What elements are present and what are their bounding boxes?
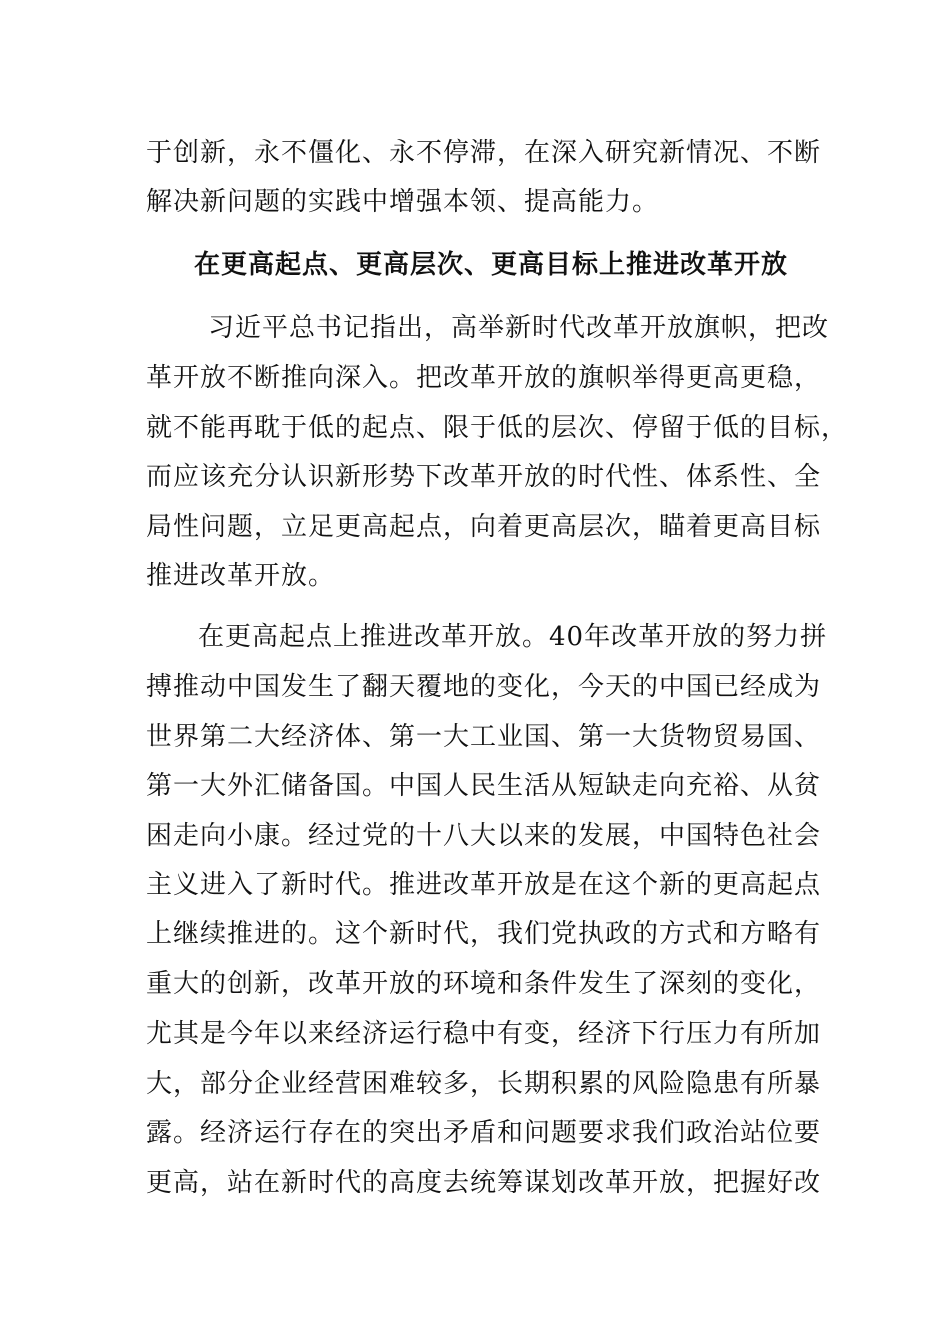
paragraph2-line: 尤其是今年以来经济运行稳中有变，经济下行压力有所加 [146,1019,822,1049]
paragraph2-line: 露。经济运行存在的突出矛盾和问题要求我们政治站位要 [146,1118,822,1148]
intro-line: 解决新问题的实践中增强本领、提高能力。 [146,187,660,217]
paragraph2-line: 大，部分企业经营困难较多，长期积累的风险隐患有所暴 [146,1069,822,1099]
paragraph2-line: 搏推动中国发生了翻天覆地的变化，今天的中国已经成为 [146,672,822,702]
paragraph2-line: 第一大外汇储备国。中国人民生活从短缺走向充裕、从贫 [146,771,822,801]
paragraph2-line: 困走向小康。经过党的十八大以来的发展，中国特色社会 [146,821,822,851]
paragraph1-line: 而应该充分认识新形势下改革开放的时代性、体系性、全 [146,462,822,492]
paragraph1-line: 推进改革开放。 [146,561,336,591]
paragraph2-line: 上继续推进的。这个新时代，我们党执政的方式和方略有 [146,919,822,949]
paragraph2-line: 在更高起点上推进改革开放。40年改革开放的努力拼 [198,622,828,652]
paragraph2-line: 世界第二大经济体、第一大工业国、第一大货物贸易国、 [146,722,822,752]
paragraph2-line: 重大的创新，改革开放的环境和条件发生了深刻的变化， [146,969,822,999]
paragraph2-line: 主义进入了新时代。推进改革开放是在这个新的更高起点 [146,870,822,900]
section-heading: 在更高起点、更高层次、更高目标上推进改革开放 [194,250,789,280]
intro-line: 于创新，永不僵化、永不停滞，在深入研究新情况、不断 [146,138,822,168]
paragraph1-line: 局性问题，立足更高起点，向着更高层次，瞄着更高目标 [146,512,822,542]
paragraph1-line: 就不能再耽于低的起点、限于低的层次、停留于低的目标， [146,413,849,443]
paragraph2-line: 更高，站在新时代的高度去统筹谋划改革开放，把握好改 [146,1168,822,1198]
paragraph1-line: 习近平总书记指出，高举新时代改革开放旗帜，把改 [208,313,830,343]
paragraph1-line: 革开放不断推向深入。把改革开放的旗帜举得更高更稳， [146,363,822,393]
